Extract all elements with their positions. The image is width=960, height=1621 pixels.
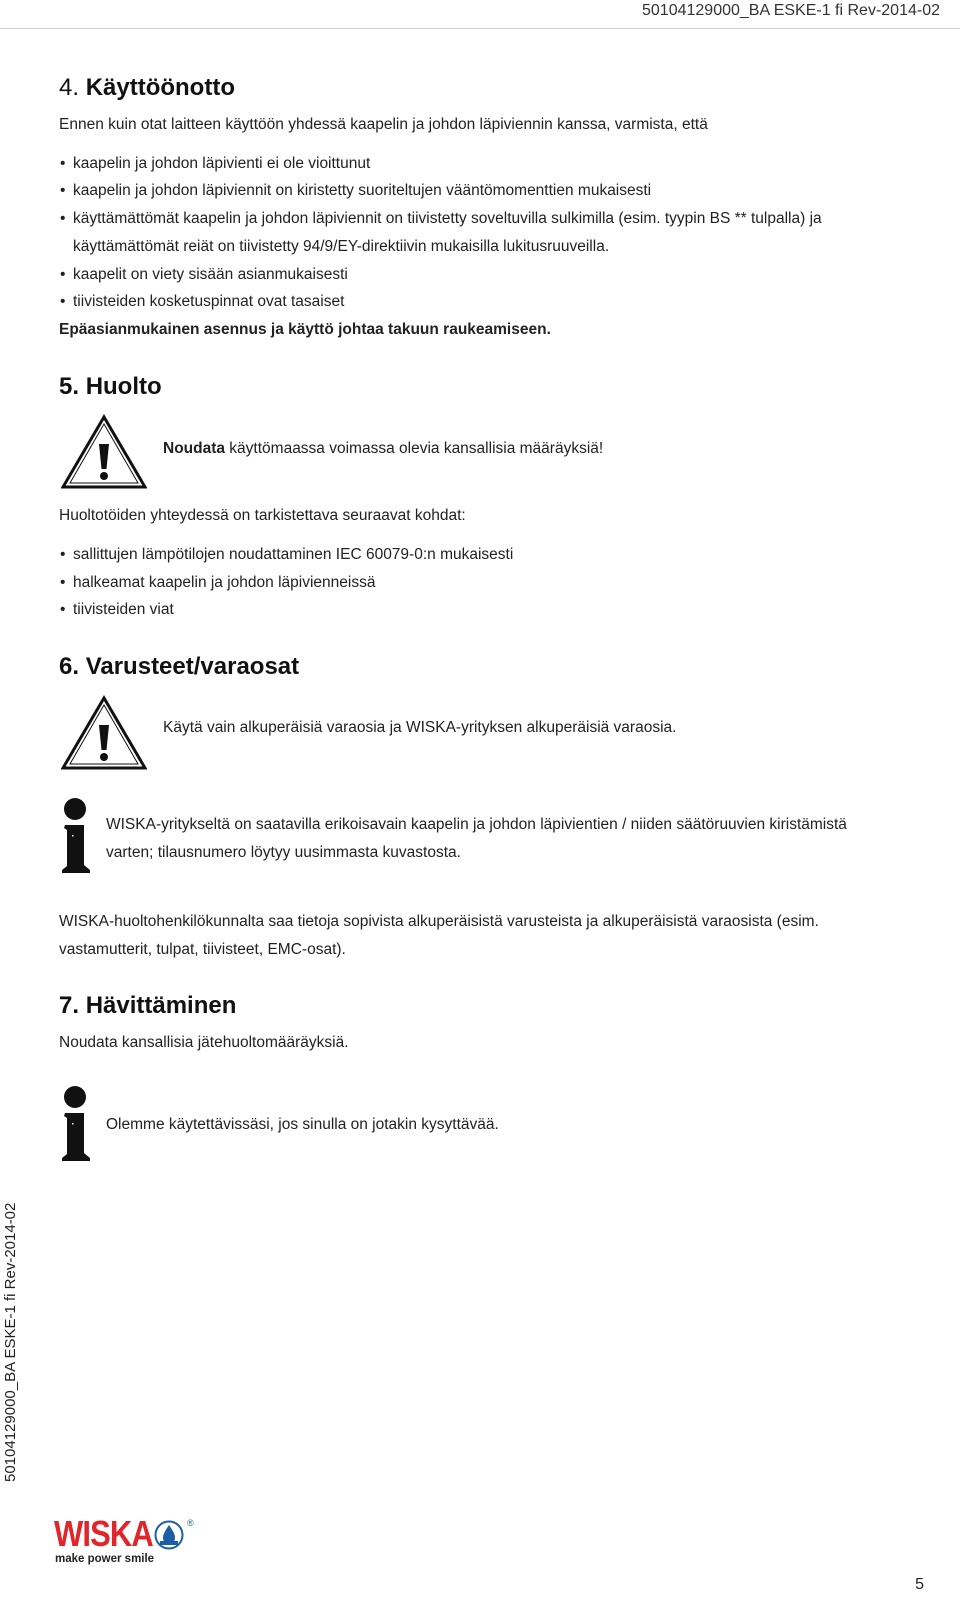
header-doc-ref: 50104129000_BA ESKE-1 fi Rev-2014-02 (642, 2, 940, 19)
section-6-heading (59, 653, 299, 681)
header-divider (0, 28, 960, 29)
warning-triangle-icon (61, 695, 147, 771)
info-i-icon (59, 1086, 93, 1162)
logo-emblem-icon (154, 1520, 184, 1550)
section-6-number: 6. (59, 653, 80, 680)
list-item-continuation: käyttämättömät reiät on tiivistetty 94/9/EY-direktiivin mukaisilla lukitusruuveilla. (73, 238, 610, 255)
bullet-marker: • (60, 601, 66, 618)
section-7-title: Hävittäminen (85, 992, 237, 1019)
side-doc-ref: 50104129000_BA ESKE-1 fi Rev-2014-02 (2, 1202, 19, 1482)
page-number: 5 (915, 1576, 924, 1593)
warning-triangle-icon (61, 414, 147, 490)
list-item: halkeamat kaapelin ja johdon läpivienneissä (73, 574, 376, 591)
list-item: kaapelit on viety sisään asianmukaisesti (73, 266, 348, 283)
wiska-logo (54, 1513, 194, 1568)
logo-wordmark: WISKA (54, 1513, 153, 1554)
bullet-marker: • (60, 546, 66, 563)
section-5-heading (59, 373, 162, 401)
bullet-marker: • (60, 266, 66, 283)
bullet-marker: • (60, 293, 66, 310)
bullet-marker: • (60, 210, 66, 227)
warranty-warning: Epäasianmukainen asennus ja käyttö johtaa takuun raukeamiseen. (59, 321, 551, 338)
contact-info: Olemme käytettävissäsi, jos sinulla on jotakin kysyttävää. (106, 1116, 499, 1133)
section-6-title: Varusteet/varaosat (85, 653, 300, 680)
list-item: tiivisteiden kosketuspinnat ovat tasaiset (73, 293, 345, 310)
logo-registered-mark: ® (187, 1518, 194, 1528)
special-key-info-line1: WISKA-yritykseltä on saatavilla erikoisavain kaapelin ja johdon läpivientien / niiden säätöruuvien kiristämistä (106, 816, 847, 833)
section-5-title: Huolto (85, 373, 162, 400)
section-7-heading (59, 992, 236, 1020)
list-item: käyttämättömät kaapelin ja johdon läpiviennit on tiivistetty soveltuvilla sulkimilla (esim. tyypin BS ** tulpalla) ja (73, 210, 822, 227)
section-4-heading (59, 74, 235, 102)
info-i-icon (59, 798, 93, 874)
special-key-info-line2: varten; tilausnumero löytyy uusimmasta kuvastosta. (106, 844, 461, 861)
bullet-marker: • (60, 574, 66, 591)
bullet-marker: • (60, 182, 66, 199)
notice-bold: Noudata (163, 440, 225, 457)
section-5-intro: Huoltotöiden yhteydessä on tarkistettava seuraavat kohdat: (59, 507, 466, 524)
list-item: tiivisteiden viat (73, 601, 174, 618)
section-4-title: Käyttöönotto (85, 74, 235, 101)
list-item: kaapelin ja johdon läpiviennit on kiristetty suoriteltujen vääntömomenttien mukaisesti (73, 182, 652, 199)
section-5-number: 5. (59, 373, 80, 400)
notice-text: käyttömaassa voimassa olevia kansallisia määräyksiä! (225, 440, 604, 457)
bullet-marker: • (60, 155, 66, 172)
spare-parts-notice: Käytä vain alkuperäisiä varaosia ja WISKA-yrityksen alkuperäisiä varaosia. (163, 719, 677, 736)
maintenance-notice (163, 440, 603, 458)
list-item: kaapelin ja johdon läpivienti ei ole vioittunut (73, 155, 371, 172)
section-4-intro: Ennen kuin otat laitteen käyttöön yhdessä kaapelin ja johdon läpiviennin kanssa, varmista, että (59, 116, 708, 133)
section-4-number: 4. (59, 74, 80, 101)
service-para-line2: vastamutterit, tulpat, tiivisteet, EMC-osat). (59, 941, 346, 958)
section-7-number: 7. (59, 992, 80, 1019)
list-item: sallittujen lämpötilojen noudattaminen IEC 60079-0:n mukaisesti (73, 546, 514, 563)
disposal-text: Noudata kansallisia jätehuoltomääräyksiä. (59, 1034, 349, 1051)
service-para-line1: WISKA-huoltohenkilökunnalta saa tietoja sopivista alkuperäisistä varusteista ja alkuperäisistä varaosista (esim. (59, 913, 819, 930)
logo-tagline: make power smile (55, 1553, 155, 1565)
